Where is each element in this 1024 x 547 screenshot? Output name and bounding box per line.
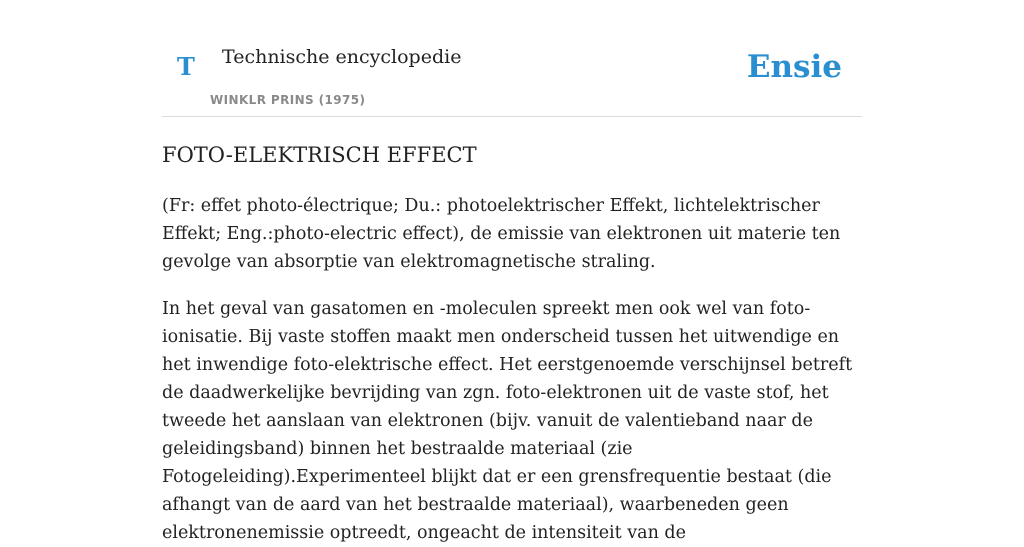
dictionary-title[interactable]: Technische encyclopedie xyxy=(222,46,462,68)
dictionary-source: WINKLR PRINS (1975) xyxy=(210,93,366,107)
entry-content xyxy=(162,138,862,547)
entry-paragraph: In het geval van gasatomen en -moleculen spreekt men ook wel van foto-ionisatie. Bij vaste stoffen maakt men onderscheid tussen het uitwendige en het inwendige foto-elektrische effect. Het eerstgenoemde verschijnsel betreft de daadwerkelijke bevrijding van zgn. foto-elektronen uit de vaste stof, het tweede het aanslaan van elektronen (bijv. vanuit de valentieband naar de geleidingsband) binnen het bestraalde materiaal (zie Fotogeleiding).Experimenteel blijkt dat er een grensfrequentie bestaat (die afhangt van de aard van het bestraalde materiaal), waarbeneden geen elektronenemissie optreedt, ongeacht de intensiteit van de xyxy=(162,299,853,543)
header xyxy=(162,0,862,117)
brand-logo[interactable]: Ensie xyxy=(746,49,842,85)
entry-paragraph: (Fr: effet photo-électrique; Du.: photoelektrischer Effekt, lichtelektrischer Effekt; Eng.:photo-electric effect), de emissie van elektronen uit materie ten gevolge van absorptie van elektromagnetische straling. xyxy=(162,196,841,272)
entry-title: FOTO-ELEKTRISCH EFFECT xyxy=(162,143,477,167)
dictionary-logo-icon[interactable]: T xyxy=(177,52,195,81)
